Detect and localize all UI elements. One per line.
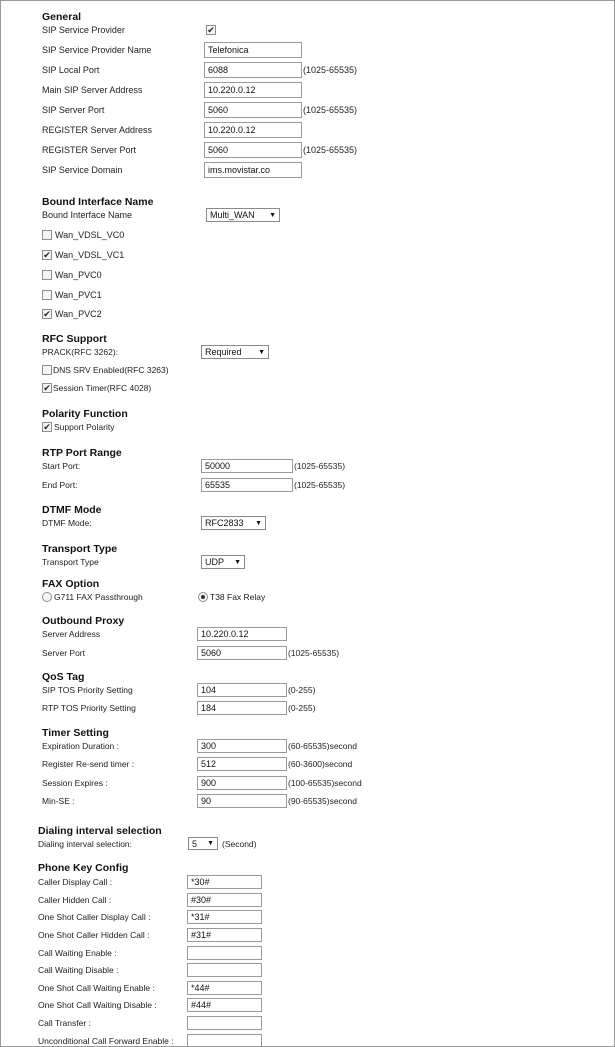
phone-key-input[interactable] bbox=[187, 946, 262, 960]
proxy-address-label: Server Address bbox=[42, 629, 101, 639]
min-se-range-hint: (90-65535)second bbox=[288, 796, 357, 806]
bound-interface-selected-value: Multi_WAN bbox=[210, 210, 255, 220]
wan-label-1: Wan_VDSL_VC1 bbox=[55, 250, 125, 260]
prack-select[interactable] bbox=[201, 345, 269, 359]
transport-selected-value: UDP bbox=[205, 557, 225, 567]
main-server-address-label: Main SIP Server Address bbox=[42, 85, 143, 95]
qos-heading: QoS Tag bbox=[42, 671, 85, 683]
expiration-label: Expiration Duration : bbox=[42, 741, 120, 751]
phone-key-input[interactable] bbox=[187, 981, 262, 995]
chevron-down-icon: ▼ bbox=[255, 519, 262, 527]
wan-checkbox-0[interactable] bbox=[42, 230, 52, 240]
local-port-range-hint: (1025-65535) bbox=[303, 65, 358, 75]
phone-key-heading: Phone Key Config bbox=[38, 862, 129, 874]
server-port-label: SIP Server Port bbox=[42, 105, 105, 115]
provider-name-input[interactable] bbox=[204, 42, 302, 58]
sip-service-provider-label: SIP Service Provider bbox=[42, 25, 125, 35]
phone-key-label: Call Waiting Disable : bbox=[38, 965, 119, 975]
expiration-range-hint: (60-65535)second bbox=[288, 741, 357, 751]
start-port-label: Start Port: bbox=[42, 461, 81, 471]
phone-key-input[interactable] bbox=[187, 928, 262, 942]
dtmf-selected-value: RFC2833 bbox=[205, 518, 244, 528]
t38-label: T38 Fax Relay bbox=[210, 592, 266, 602]
sip-tos-label: SIP TOS Priority Setting bbox=[42, 685, 133, 695]
service-domain-label: SIP Service Domain bbox=[42, 165, 123, 175]
local-port-label: SIP Local Port bbox=[42, 65, 100, 75]
support-polarity-checkbox[interactable]: ✔ bbox=[43, 422, 51, 432]
fax-heading: FAX Option bbox=[42, 578, 100, 590]
resend-timer-label: Register Re-send timer : bbox=[42, 759, 135, 769]
service-domain-input[interactable] bbox=[204, 162, 302, 178]
end-port-range-hint: (1025-65535) bbox=[294, 480, 346, 490]
bound-interface-select[interactable] bbox=[206, 208, 280, 222]
rfc-support-heading: RFC Support bbox=[42, 333, 107, 345]
local-port-input[interactable] bbox=[204, 62, 302, 78]
session-expires-label: Session Expires : bbox=[42, 778, 108, 788]
phone-key-input[interactable] bbox=[187, 875, 262, 889]
timer-heading: Timer Setting bbox=[42, 727, 109, 739]
session-expires-range-hint: (100-65535)second bbox=[288, 778, 362, 788]
t38-radio[interactable] bbox=[198, 592, 208, 602]
wan-label-4: Wan_PVC2 bbox=[55, 309, 102, 319]
dialing-interval-select[interactable] bbox=[188, 837, 218, 850]
session-expires-input[interactable] bbox=[197, 776, 287, 790]
phone-key-input[interactable] bbox=[187, 998, 262, 1012]
phone-key-input[interactable] bbox=[187, 1016, 262, 1030]
rtp-tos-input[interactable] bbox=[197, 701, 287, 715]
register-port-range-hint: (1025-65535) bbox=[303, 145, 358, 155]
dialing-selected-value: 5 bbox=[192, 838, 198, 849]
dialing-heading: Dialing interval selection bbox=[38, 825, 162, 837]
chevron-down-icon: ▼ bbox=[269, 211, 276, 219]
resend-timer-input[interactable] bbox=[197, 757, 287, 771]
rtp-tos-label: RTP TOS Priority Setting bbox=[42, 703, 136, 713]
outbound-proxy-heading: Outbound Proxy bbox=[42, 615, 125, 627]
bound-interface-heading: Bound Interface Name bbox=[42, 196, 154, 208]
sip-tos-range-hint: (0-255) bbox=[288, 685, 316, 695]
phone-key-label: Unconditional Call Forward Enable : bbox=[38, 1036, 174, 1046]
chevron-down-icon: ▼ bbox=[207, 840, 214, 847]
phone-key-input[interactable] bbox=[187, 1034, 262, 1047]
proxy-port-input[interactable] bbox=[197, 646, 287, 660]
proxy-address-input[interactable] bbox=[197, 627, 287, 641]
register-address-label: REGISTER Server Address bbox=[42, 125, 153, 135]
wan-checkbox-4[interactable]: ✔ bbox=[43, 309, 51, 319]
expiration-input[interactable] bbox=[197, 739, 287, 753]
min-se-label: Min-SE : bbox=[42, 796, 75, 806]
g711-label: G711 FAX Passthrough bbox=[54, 592, 143, 602]
wan-checkbox-2[interactable] bbox=[42, 270, 52, 280]
general-heading: General bbox=[42, 11, 82, 23]
transport-heading: Transport Type bbox=[42, 543, 118, 555]
wan-checkbox-3[interactable] bbox=[42, 290, 52, 300]
dns-srv-label: DNS SRV Enabled(RFC 3263) bbox=[53, 365, 169, 375]
main-server-address-input[interactable] bbox=[204, 82, 302, 98]
end-port-input[interactable] bbox=[201, 478, 293, 492]
start-port-range-hint: (1025-65535) bbox=[294, 461, 346, 471]
transport-type-select[interactable] bbox=[201, 555, 245, 569]
phone-key-label: Call Transfer : bbox=[38, 1018, 91, 1028]
bound-interface-label: Bound Interface Name bbox=[42, 210, 133, 220]
phone-key-input[interactable] bbox=[187, 963, 262, 977]
prack-selected-value: Required bbox=[205, 347, 242, 357]
phone-key-label: One Shot Call Waiting Enable : bbox=[38, 983, 155, 993]
server-port-input[interactable] bbox=[204, 102, 302, 118]
rtp-tos-range-hint: (0-255) bbox=[288, 703, 316, 713]
rtp-port-range-heading: RTP Port Range bbox=[42, 447, 122, 459]
session-timer-checkbox[interactable]: ✔ bbox=[43, 383, 51, 393]
start-port-input[interactable] bbox=[201, 459, 293, 473]
support-polarity-label: Support Polarity bbox=[54, 422, 115, 432]
phone-key-label: One Shot Caller Hidden Call : bbox=[38, 930, 150, 940]
resend-timer-range-hint: (60-3600)second bbox=[288, 759, 353, 769]
prack-label: PRACK(RFC 3262): bbox=[42, 347, 119, 357]
dtmf-mode-select[interactable] bbox=[201, 516, 266, 530]
chevron-down-icon: ▼ bbox=[234, 558, 241, 566]
wan-label-3: Wan_PVC1 bbox=[55, 290, 102, 300]
phone-key-label: Caller Display Call : bbox=[38, 877, 113, 887]
chevron-down-icon: ▼ bbox=[258, 348, 265, 356]
sip-tos-input[interactable] bbox=[197, 683, 287, 697]
transport-type-label: Transport Type bbox=[42, 557, 99, 567]
wan-label-0: Wan_VDSL_VC0 bbox=[55, 230, 125, 240]
phone-key-label: One Shot Caller Display Call : bbox=[38, 912, 151, 922]
dialing-unit-label: (Second) bbox=[222, 839, 257, 849]
wan-checkbox-1[interactable]: ✔ bbox=[43, 250, 51, 260]
end-port-label: End Port: bbox=[42, 480, 78, 490]
session-timer-label: Session Timer(RFC 4028) bbox=[53, 383, 152, 393]
phone-key-input[interactable] bbox=[187, 910, 262, 924]
dtmf-mode-label: DTMF Mode: bbox=[42, 518, 92, 528]
g711-radio[interactable] bbox=[42, 592, 52, 602]
dns-srv-checkbox[interactable] bbox=[42, 365, 52, 375]
server-port-range-hint: (1025-65535) bbox=[303, 105, 358, 115]
phone-key-label: Call Waiting Enable : bbox=[38, 948, 117, 958]
register-port-label: REGISTER Server Port bbox=[42, 145, 137, 155]
dialing-interval-label: Dialing interval selection: bbox=[38, 839, 133, 849]
wan-label-2: Wan_PVC0 bbox=[55, 270, 102, 280]
sip-service-provider-checkbox[interactable]: ✔ bbox=[207, 25, 215, 35]
provider-name-label: SIP Service Provider Name bbox=[42, 45, 152, 55]
phone-key-label: One Shot Call Waiting Disable : bbox=[38, 1000, 157, 1010]
register-address-input[interactable] bbox=[204, 122, 302, 138]
dtmf-heading: DTMF Mode bbox=[42, 504, 102, 516]
phone-key-label: Caller Hidden Call : bbox=[38, 895, 112, 905]
proxy-port-label: Server Port bbox=[42, 648, 85, 658]
polarity-heading: Polarity Function bbox=[42, 408, 128, 420]
phone-key-input[interactable] bbox=[187, 893, 262, 907]
register-port-input[interactable] bbox=[204, 142, 302, 158]
min-se-input[interactable] bbox=[197, 794, 287, 808]
proxy-port-range-hint: (1025-65535) bbox=[288, 648, 340, 658]
